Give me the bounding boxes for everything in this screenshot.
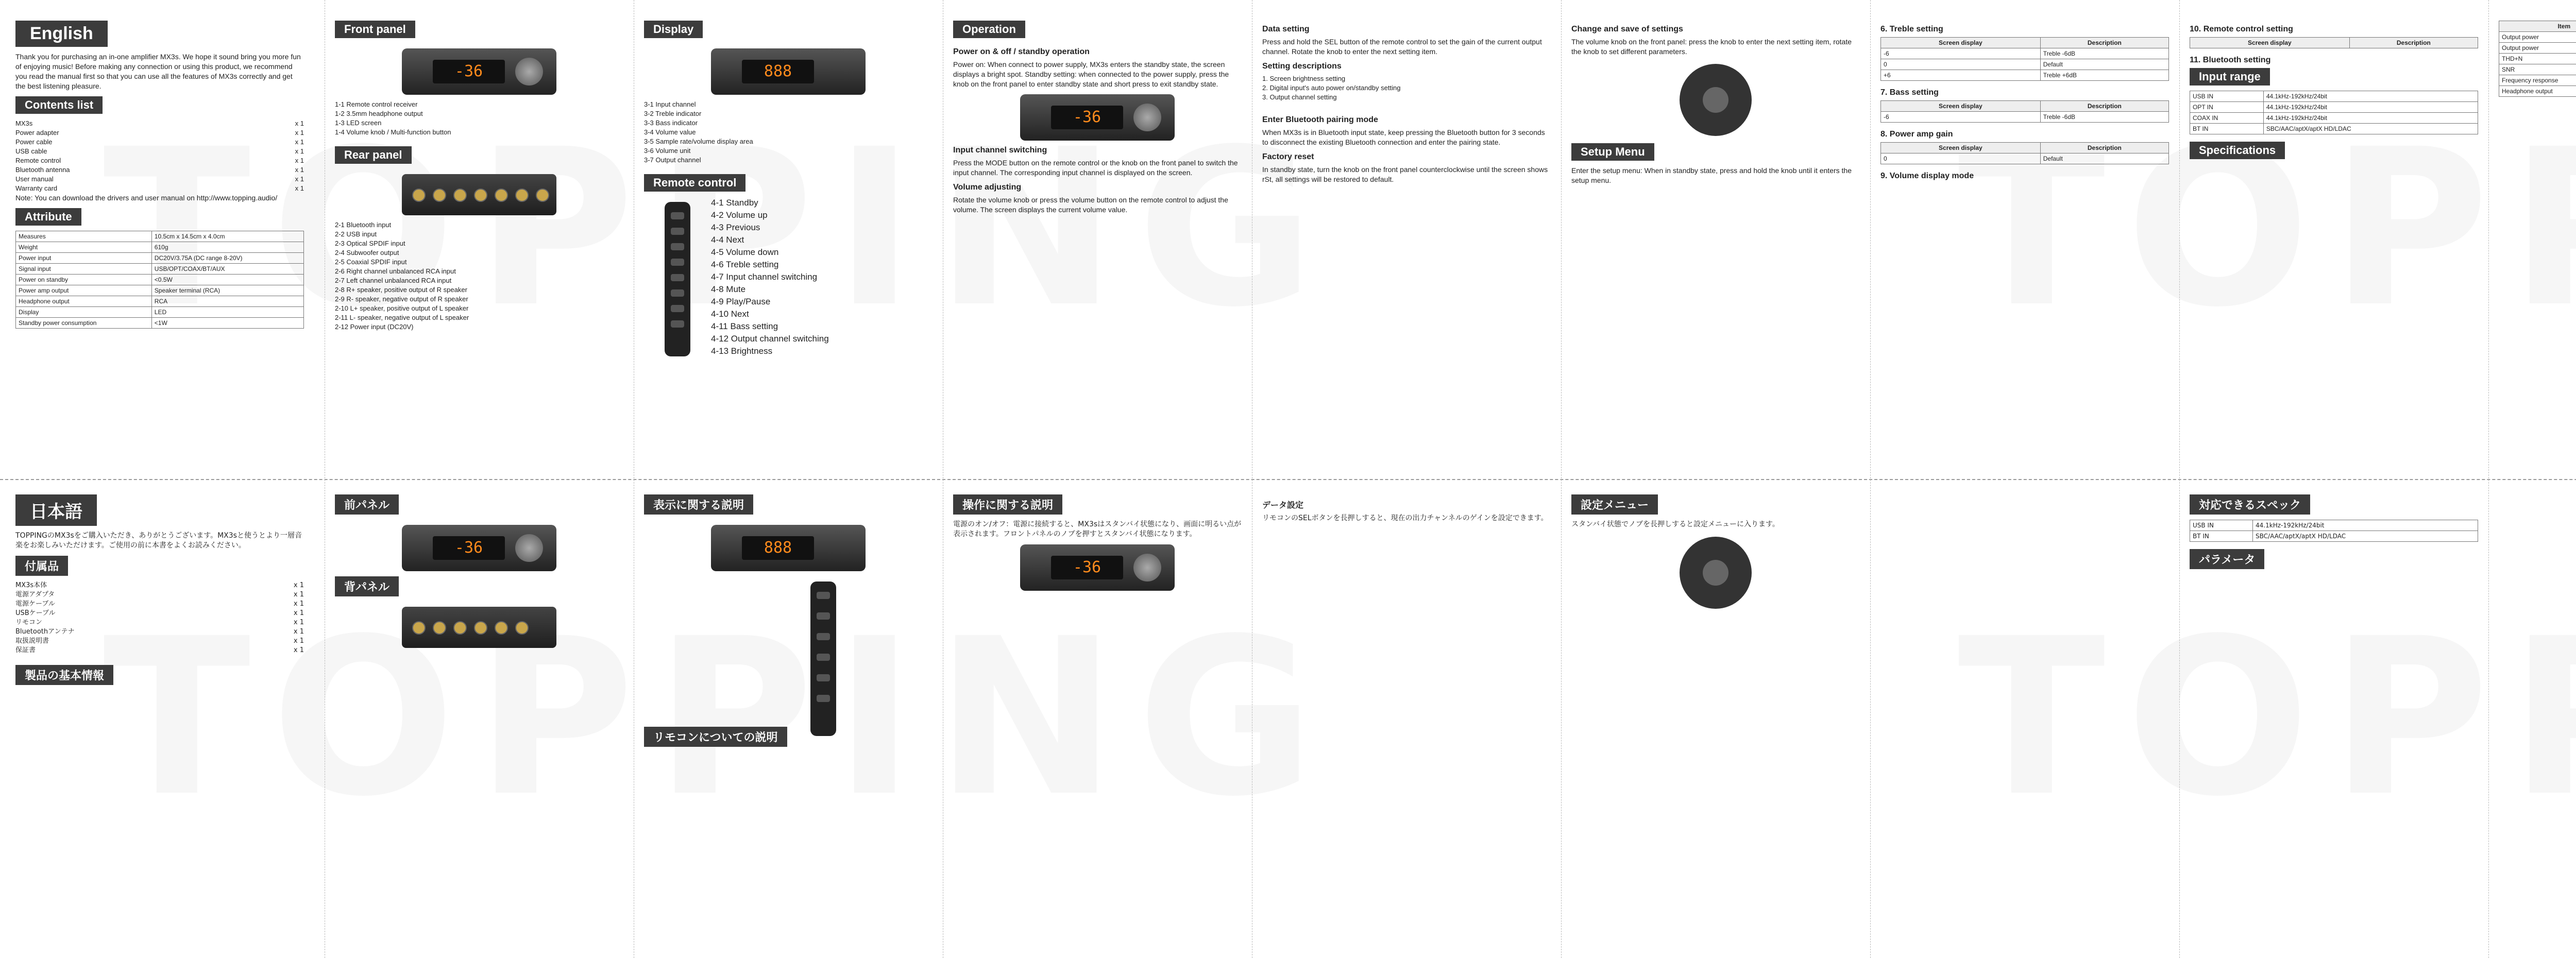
table-row: BT IN SBC/AAC/aptX/aptX HD/LDAC — [2190, 531, 2478, 542]
remote-title: Remote control — [644, 174, 745, 192]
table-title: 7. Bass setting — [1880, 88, 1939, 97]
input-range-title: 対応できるスペック — [2190, 494, 2310, 515]
paragraph: 電源のオン/オフ：電源に接続すると、MX3sはスタンバイ状態になり、画面に明るい点が表示されます。フロントパネルのノブを押すとスタンバイ状態になります。 — [953, 520, 1242, 538]
change-settings-column — [1571, 21, 1860, 191]
table-row: USB IN 44.1kHz-192kHz/24bit — [2190, 91, 2478, 102]
list-item: 3-2 Treble indicator — [644, 110, 702, 117]
attribute-table — [15, 231, 304, 329]
list-item: 2-5 Coaxial SPDIF input — [335, 258, 407, 266]
intro-text: TOPPINGのMX3sをご購入いただき、ありがとうございます。MX3sと使うとより一層音楽をお楽しみいただけます。ご使用の前に本書をよくお読みください。 — [15, 532, 302, 550]
table-row: Power on standby <0.5W — [16, 275, 304, 285]
table-title: 11. Bluetooth setting — [2190, 56, 2271, 64]
settings-list — [1262, 74, 1551, 102]
japanese-intro-column — [15, 494, 304, 690]
list-item: 2-8 R+ speaker, positive output of R speaker — [335, 286, 467, 294]
subheading: Enter Bluetooth pairing mode — [1262, 115, 1378, 124]
jp-spec-column — [2190, 494, 2478, 574]
list-item: 1-3 LED screen — [335, 119, 382, 127]
table-row: USB IN 44.1kHz-192kHz/24bit — [2190, 520, 2478, 531]
table-row: Frequency response — [2499, 75, 2576, 86]
table-row: -6 Treble -6dB — [1881, 112, 2169, 123]
column-divider — [1561, 0, 1562, 958]
display-legend — [644, 100, 933, 165]
list-item: Remote control x 1 — [15, 157, 304, 164]
list-item: Bluetoothアンテナ x 1 — [15, 628, 304, 636]
front-panel-illustration — [402, 48, 556, 95]
display-title: 表示に関する説明 — [644, 494, 753, 515]
table-row: +6 Treble +6dB — [1881, 70, 2169, 81]
operation-title: 操作に関する説明 — [953, 494, 1062, 515]
paragraph: The volume knob on the front panel: press the knob to enter the next setting item, rotate the knob to set different parameters. — [1571, 38, 1852, 56]
rear-panel-title: Rear panel — [335, 146, 412, 164]
list-item: 3-3 Bass indicator — [644, 119, 698, 127]
list-item: 4-5 Volume down — [711, 247, 779, 257]
list-item: 保証書 x 1 — [15, 646, 304, 654]
list-item: 1-4 Volume knob / Multi-function button — [335, 128, 451, 136]
list-item: リモコン x 1 — [15, 619, 304, 626]
bass-table: Screen display Description -6 Treble -6dB — [1880, 100, 2169, 123]
english-intro-column — [15, 21, 304, 336]
paragraph: Rotate the volume knob or press the volume button on the remote control to adjust the volume. The screen displays the current volume value. — [953, 196, 1228, 214]
led-display: 888 — [742, 60, 814, 83]
spec-table: Item Output power Output power THD+N SNR Frequency response Headphone output — [2499, 21, 2576, 97]
table-row: BT IN SBC/AAC/aptX/aptX HD/LDAC — [2190, 124, 2478, 134]
list-item: 1-2 3.5mm headphone output — [335, 110, 423, 117]
column-divider — [2488, 0, 2489, 958]
subheading: Power on & off / standby operation — [953, 47, 1090, 56]
rear-panel-illustration — [402, 607, 556, 648]
contents-list — [15, 119, 304, 193]
front-panel-legend — [335, 100, 623, 137]
subheading: Volume adjusting — [953, 183, 1022, 192]
table-row: OPT IN 44.1kHz-192kHz/24bit — [2190, 102, 2478, 113]
input-range-table — [2190, 91, 2478, 134]
list-item: Power adapter x 1 — [15, 129, 304, 136]
paragraph: Enter the setup menu: When in standby state, press and hold the knob until it enters the setup menu. — [1571, 166, 1852, 184]
list-item: 4-9 Play/Pause — [711, 297, 771, 306]
list-item: Warranty card x 1 — [15, 184, 304, 192]
paragraph: Power on: When connect to power supply, MX3s enters the standby state, the screen displays a bright spot. Standby setting: when connected to the power supply, press the knob on the front panel to enter standby state and short press to exit standby state. — [953, 60, 1229, 88]
list-item: 4-8 Mute — [711, 284, 746, 294]
table-row: -6 Treble -6dB — [1881, 48, 2169, 59]
paragraph: In standby state, turn the knob on the front panel counterclockwise until the screen shows rSt, all settings will be restored to default. — [1262, 165, 1548, 183]
subheading: Factory reset — [1262, 152, 1314, 161]
specs-column — [2190, 21, 2478, 164]
table-row: COAX IN 44.1kHz-192kHz/24bit — [2190, 113, 2478, 124]
display-remote-column — [644, 21, 933, 362]
table-row: Headphone output — [2499, 86, 2576, 97]
paragraph: リモコンのSELボタンを長押しすると、現在の出力チャンネルのゲインを設定できます。 — [1262, 514, 1548, 522]
subheading: Data setting — [1262, 25, 1310, 33]
list-item: 1. Screen brightness setting — [1262, 75, 1346, 82]
list-item: 3-6 Volume unit — [644, 147, 691, 155]
english-title: English — [15, 21, 108, 47]
watermark-text — [1958, 592, 2576, 844]
subheading: Change and save of settings — [1571, 25, 1683, 33]
table-row: 0 Default — [1881, 59, 2169, 70]
remote-title: リモコンについての説明 — [644, 727, 787, 747]
led-display: -36 — [433, 60, 505, 83]
gain-table: Screen display Description 0 Default — [1880, 142, 2169, 164]
list-item: USBケーブル x 1 — [15, 609, 304, 617]
table-row: Headphone output RCA — [16, 296, 304, 307]
display-illustration: 888 — [711, 525, 866, 571]
subheading: Input channel switching — [953, 146, 1047, 155]
specifications-title: Specifications — [2190, 142, 2285, 159]
list-item: 取扱説明書 x 1 — [15, 637, 304, 645]
list-item: 2-7 Left channel unbalanced RCA input — [335, 277, 452, 284]
list-item: 3. Output channel setting — [1262, 93, 1337, 101]
operation-title: Operation — [953, 21, 1025, 38]
remote-control-icon — [665, 202, 690, 356]
subheading: データ設定 — [1262, 500, 1304, 510]
jp-panels-column — [335, 494, 623, 653]
list-item: 4-2 Volume up — [711, 210, 768, 220]
list-item: 4-1 Standby — [711, 198, 758, 208]
front-panel-title: Front panel — [335, 21, 415, 38]
list-item: MX3s本体 x 1 — [15, 581, 304, 589]
paragraph: Press the MODE button on the remote control or the knob on the front panel to switch the input channel. The corresponding input channel is displayed on the screen. — [953, 159, 1238, 177]
contents-note: Note: You can download the drivers and user manual on http://www.topping.audio/ — [15, 194, 278, 202]
paragraph: Press and hold the SEL button of the remote control to set the gain of the current output channel. Rotate the knob to enter the next setting item. — [1262, 38, 1542, 56]
front-panel-illustration: -36 — [402, 525, 556, 571]
spec-table-column — [2499, 21, 2576, 104]
table-title: 9. Volume display mode — [1880, 172, 1974, 180]
remote-control-icon — [810, 581, 836, 736]
list-item: 電源アダプタ x 1 — [15, 591, 304, 598]
table-row: Standby power consumption <1W — [16, 318, 304, 329]
list-item: USB cable x 1 — [15, 147, 304, 155]
remote-setting-table: Screen display Description — [2190, 37, 2478, 48]
front-panel-illustration: -36 — [1020, 544, 1175, 591]
table-row: 0 Default — [1881, 153, 2169, 164]
list-item: 4-11 Bass setting — [711, 321, 778, 331]
remote-legend — [711, 197, 829, 362]
table-title: 6. Treble setting — [1880, 25, 1943, 33]
list-item: 3-7 Output channel — [644, 156, 701, 164]
list-item: MX3s x 1 — [15, 119, 304, 127]
list-item: 2-2 USB input — [335, 230, 377, 238]
list-item: 4-4 Next — [711, 235, 744, 245]
table-row: Output power — [2499, 43, 2576, 54]
list-item: User manual x 1 — [15, 175, 304, 183]
display-title: Display — [644, 21, 703, 38]
list-item: 2-12 Power input (DC20V) — [335, 323, 414, 331]
list-item: 4-13 Brightness — [711, 346, 773, 356]
setup-menu-title: Setup Menu — [1571, 143, 1654, 161]
list-item: 2-9 R- speaker, negative output of R speaker — [335, 295, 468, 303]
table-row: Display LED — [16, 307, 304, 318]
settings-column — [1262, 21, 1551, 190]
jp-data-column — [1262, 494, 1551, 528]
list-item: 4-12 Output channel switching — [711, 334, 829, 344]
attribute-title: Attribute — [15, 208, 81, 226]
remote-section — [644, 197, 933, 362]
list-item: 3-1 Input channel — [644, 100, 696, 108]
display-illustration — [711, 48, 866, 95]
table-row: THD+N — [2499, 54, 2576, 64]
table-row: SNR — [2499, 64, 2576, 75]
list-item: 2-3 Optical SPDIF input — [335, 239, 405, 247]
tables-column — [1880, 21, 2169, 184]
table-row: Signal input USB/OPT/COAX/BT/AUX — [16, 264, 304, 275]
contents-title: Contents list — [15, 96, 103, 114]
list-item: Bluetooth antenna x 1 — [15, 166, 304, 174]
intro-text: Thank you for purchasing an in-one amplifier MX3s. We hope it sound bring you more fun of enjoying music! Before making any connection or using this product, we recommend you read the manual first so that you can use all the features of MX3s correctly and get the best listening pleasure. — [15, 53, 301, 90]
list-item: 3-5 Sample rate/volume display area — [644, 138, 753, 145]
rear-panel-illustration — [402, 174, 556, 215]
operation-column — [953, 21, 1242, 220]
list-item: 電源ケーブル x 1 — [15, 600, 304, 608]
volume-knob-icon — [515, 58, 543, 85]
panels-column — [335, 21, 623, 332]
list-item: 2-6 Right channel unbalanced RCA input — [335, 267, 456, 275]
list-item: 2-11 L- speaker, negative output of L speaker — [335, 314, 469, 321]
column-divider — [2179, 0, 2180, 958]
list-item: Power cable x 1 — [15, 138, 304, 146]
list-item: 2. Digital input's auto power on/standby setting — [1262, 84, 1401, 92]
remote-dpad-icon — [1680, 64, 1752, 136]
paragraph: When MX3s is in Bluetooth input state, keep pressing the Bluetooth button for 3 seconds to disconnect the existing Bluetooth connection and enter the pairing state. — [1262, 128, 1545, 146]
table-row: Output power — [2499, 32, 2576, 43]
list-item: 1-1 Remote control receiver — [335, 100, 418, 108]
contents-list — [15, 581, 304, 655]
paragraph: スタンバイ状態でノブを長押しすると設定メニューに入ります。 — [1571, 520, 1780, 528]
table-row: Power amp output Speaker terminal (RCA) — [16, 285, 304, 296]
jp-operation-column — [953, 494, 1242, 596]
table-row: Measures 10.5cm x 14.5cm x 4.0cm — [16, 231, 304, 242]
input-range-title: Input range — [2190, 68, 2270, 85]
list-item: 3-4 Volume value — [644, 128, 696, 136]
jp-menu-column — [1571, 494, 1860, 616]
list-item: 4-3 Previous — [711, 223, 760, 232]
list-item: 4-6 Treble setting — [711, 260, 779, 269]
fold-line — [0, 479, 2576, 481]
subheading: Setting descriptions — [1262, 62, 1342, 71]
treble-table: Screen display Description -6 Treble -6dB 0 Default +6 Treble +6dB — [1880, 37, 2169, 81]
list-item: 2-10 L+ speaker, positive output of L speaker — [335, 304, 469, 312]
specifications-title: パラメータ — [2190, 549, 2264, 569]
contents-title: 付属品 — [15, 556, 68, 576]
table-row: Weight 610g — [16, 242, 304, 253]
setup-menu-title: 設定メニュー — [1571, 494, 1658, 515]
japanese-title: 日本語 — [15, 494, 97, 526]
rear-panel-legend — [335, 220, 623, 332]
list-item: 4-7 Input channel switching — [711, 272, 818, 282]
jp-display-column — [644, 494, 933, 752]
rear-panel-title: 背パネル — [335, 576, 399, 596]
table-title: 10. Remote control setting — [2190, 25, 2293, 33]
list-item: 2-4 Subwoofer output — [335, 249, 399, 256]
list-item: 2-1 Bluetooth input — [335, 221, 392, 229]
remote-dpad-icon — [1680, 537, 1752, 609]
front-panel-illustration: -36 — [1020, 94, 1175, 141]
table-row: Power input DC20V/3.75A (DC range 8-20V) — [16, 253, 304, 264]
table-title: 8. Power amp gain — [1880, 130, 1953, 139]
column-divider — [1870, 0, 1871, 958]
input-range-table — [2190, 520, 2478, 542]
list-item: 4-10 Next — [711, 309, 749, 319]
front-panel-title: 前パネル — [335, 494, 399, 515]
attribute-title: 製品の基本情報 — [15, 665, 113, 685]
